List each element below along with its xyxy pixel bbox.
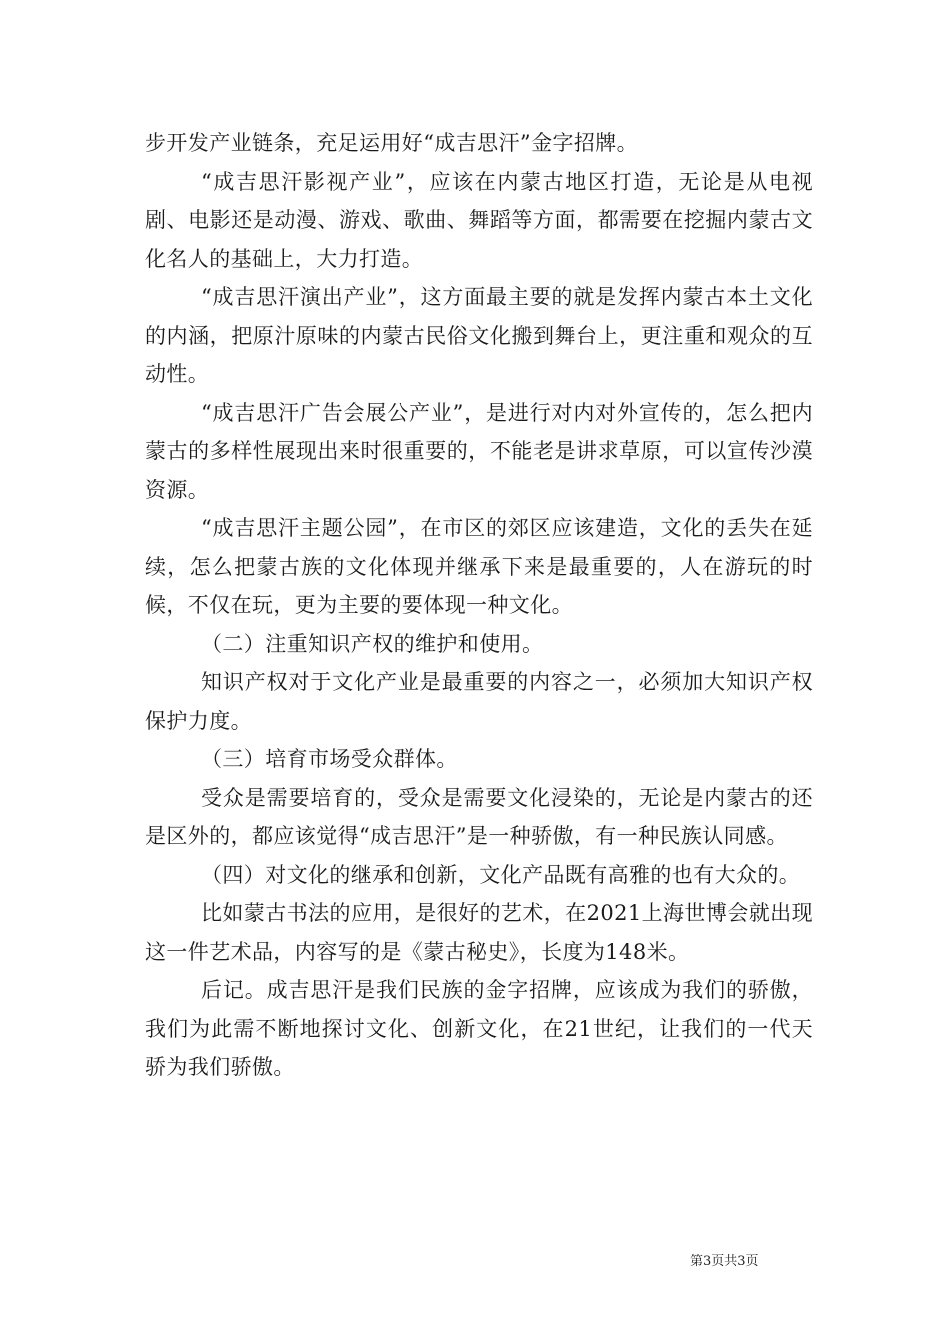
paragraph-advertising-industry: “成吉思汗广告会展公产业”，是进行对内对外宣传的，怎么把内蒙古的多样性展现出来时很重要的，不能老是讲求草原，可以宣传沙漠资源。 — [145, 400, 813, 502]
section-heading-innovation: （四）对文化的继承和创新，文化产品既有高雅的也有大众的。 — [201, 862, 801, 887]
paragraph-performance-industry: “成吉思汗演出产业”，这方面最主要的就是发挥内蒙古本土文化的内涵，把原汁原味的内蒙古民俗文化搬到舞台上，更注重和观众的互动性。 — [145, 285, 813, 386]
paragraph-film-industry: “成吉思汗影视产业”，应该在内蒙古地区打造，无论是从电视剧、电影还是动漫、游戏、歌曲、舞蹈等方面，都需要在挖掘内蒙古文化名人的基础上，大力打造。 — [145, 169, 813, 271]
document-body — [145, 124, 813, 1087]
section-heading-audience: （三）培育市场受众群体。 — [201, 747, 458, 771]
paragraph-theme-park: “成吉思汗主题公园”，在市区的郊区应该建造，文化的丢失在延续，怎么把蒙古族的文化体现并继承下来是最重要的，人在游玩的时候，不仅在玩，更为主要的要体现一种文化。 — [145, 516, 813, 617]
section-heading-ip: （二）注重知识产权的维护和使用。 — [201, 631, 544, 656]
paragraph-audience: 受众是需要培育的，受众是需要文化浸染的，无论是内蒙古的还是区外的，都应该觉得“成吉思汗”是一种骄傲，有一种民族认同感。 — [145, 785, 813, 848]
page-number: 第3页共3页 — [690, 1254, 759, 1269]
paragraph-ip: 知识产权对于文化产业是最重要的内容之一，必须加大知识产权保护力度。 — [145, 670, 813, 733]
paragraph-continuation: 步开发产业链条，充足运用好“成吉思汗”金字招牌。 — [145, 131, 639, 155]
paragraph-calligraphy: 比如蒙古书法的应用，是很好的艺术，在2021上海世博会就出现这一件艺术品，内容写的是《蒙古秘史》，长度为148米。 — [145, 901, 813, 964]
paragraph-afterword: 后记。成吉思汗是我们民族的金字招牌，应该成为我们的骄傲，我们为此需不断地探讨文化、创新文化，在21世纪，让我们的一代天骄为我们骄傲。 — [145, 978, 813, 1079]
